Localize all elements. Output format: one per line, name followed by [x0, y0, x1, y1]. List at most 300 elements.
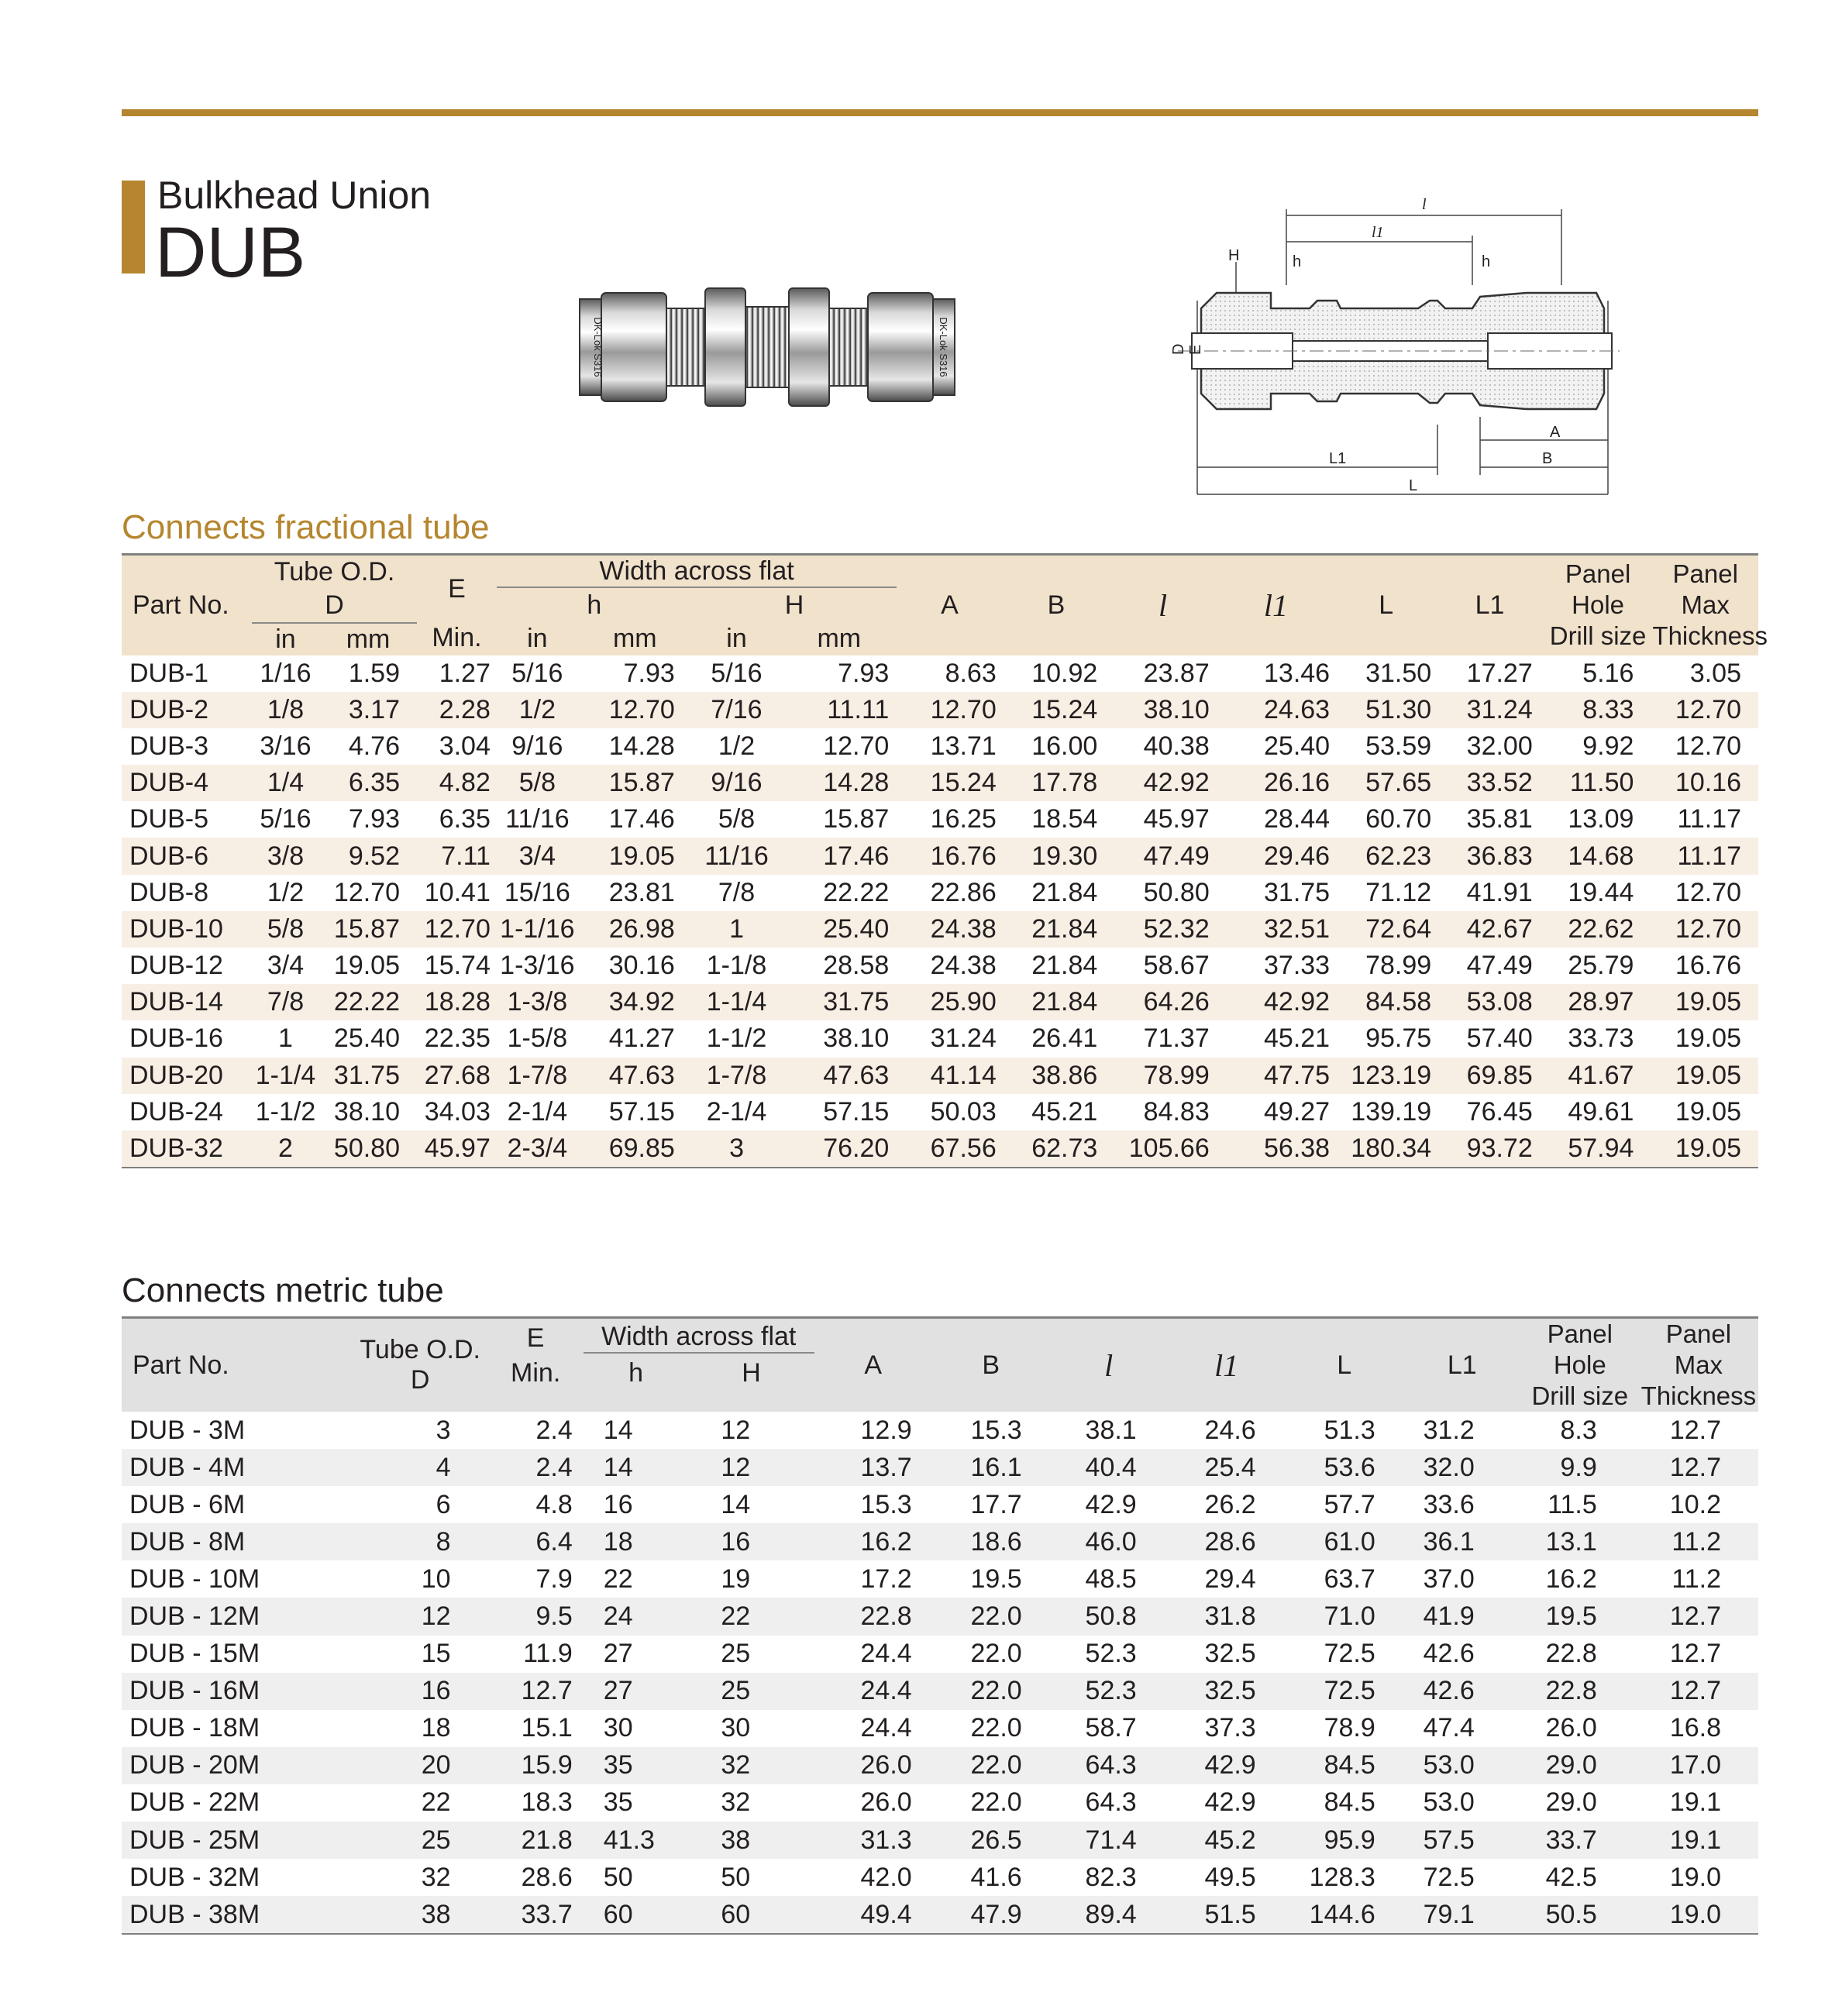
cell-e-min: 9.5 — [488, 1598, 584, 1635]
product-photo — [573, 277, 961, 417]
cell-H-mm: 57.15 — [823, 1096, 890, 1127]
cell-od-in: 7/8 — [252, 984, 319, 1020]
col-A: A — [897, 555, 1002, 655]
cell-H: 25 — [721, 1639, 751, 1669]
cell-od-mm: 22.22 — [319, 984, 417, 1020]
col-B: B — [1003, 555, 1110, 655]
cell-H-in: 11/16 — [692, 838, 781, 874]
cell-L1: 42.6 — [1403, 1673, 1521, 1710]
cell-panel-max: 12.7 — [1639, 1598, 1758, 1635]
cell-l1: 24.63 — [1216, 692, 1336, 728]
cell-H: 19 — [721, 1564, 751, 1594]
cell-L1: 32.0 — [1403, 1449, 1521, 1486]
cell-A: 12.9 — [860, 1415, 912, 1445]
diagram-label-l1: l1 — [1372, 224, 1384, 241]
cell-e-min: 28.6 — [521, 1862, 573, 1892]
width-across-flat-label: Width across flat — [497, 556, 897, 588]
cell-l1: 42.92 — [1216, 984, 1336, 1020]
cell-od-in: 2 — [252, 1130, 319, 1168]
cell-h-in: 2-3/4 — [497, 1130, 578, 1168]
cell-H-mm: 28.58 — [823, 951, 890, 981]
photo-marking-left: DK-Lok S316 — [592, 317, 604, 377]
cell-l: 89.4 — [1050, 1896, 1168, 1934]
col-part-no: Part No. — [122, 1318, 353, 1412]
cell-panel-hole: 22.8 — [1545, 1639, 1597, 1669]
cell-part-no: DUB - 16M — [122, 1673, 353, 1710]
cell-od: 15 — [421, 1639, 451, 1669]
cell-A: 12.70 — [897, 692, 1002, 728]
table-row — [122, 1673, 1758, 1710]
cell-H-mm: 76.20 — [781, 1130, 897, 1168]
cell-h-in: 1-1/16 — [497, 911, 578, 948]
cell-panel-hole: 16.2 — [1545, 1564, 1597, 1594]
cell-H: 32 — [721, 1787, 751, 1818]
cell-part-no: DUB - 4M — [122, 1449, 353, 1486]
cell-panel-hole: 13.1 — [1521, 1523, 1639, 1560]
cell-h-mm: 17.46 — [608, 804, 675, 834]
cell-part-no: DUB - 8M — [122, 1523, 353, 1560]
cell-A: 24.4 — [860, 1713, 912, 1743]
cell-l: 64.3 — [1085, 1787, 1137, 1818]
cell-part-no: DUB - 12M — [122, 1598, 353, 1635]
cell-part-no: DUB-12 — [129, 951, 223, 981]
cell-panel-max: 3.05 — [1689, 658, 1741, 688]
cell-l1: 37.33 — [1264, 951, 1331, 981]
cell-L1: 42.67 — [1436, 911, 1544, 948]
cell-L1: 36.1 — [1403, 1523, 1521, 1560]
cell-panel-hole: 25.79 — [1568, 951, 1634, 981]
cell-L1: 72.5 — [1423, 1862, 1475, 1892]
cell-panel-hole: 22.8 — [1521, 1673, 1639, 1710]
tube-od-sym: D — [410, 1365, 430, 1395]
cell-h-in: 9/16 — [511, 731, 563, 761]
col-h: h — [497, 589, 692, 623]
col-B: B — [932, 1318, 1050, 1412]
cell-L1: 33.52 — [1436, 765, 1544, 801]
cell-H: 50 — [721, 1862, 751, 1892]
cell-e-min: 11.9 — [523, 1639, 573, 1669]
cell-part-no: DUB - 3M — [129, 1415, 246, 1445]
cell-L: 51.3 — [1324, 1415, 1375, 1445]
cell-l1: 29.4 — [1204, 1564, 1256, 1594]
cell-e-min: 12.70 — [417, 911, 497, 948]
cell-l: 50.80 — [1143, 877, 1210, 907]
table-row — [122, 1598, 1758, 1635]
panel-hole-line1: Panel — [1547, 1319, 1613, 1348]
cell-A: 26.0 — [814, 1747, 932, 1784]
table-row — [122, 1896, 1758, 1934]
diagram-label-l: l — [1422, 196, 1427, 213]
cell-B: 18.6 — [932, 1523, 1050, 1560]
cell-od: 4 — [353, 1449, 488, 1486]
cell-L: 128.3 — [1309, 1862, 1375, 1892]
cell-e-min: 45.97 — [417, 1130, 497, 1168]
cell-l: 40.38 — [1143, 731, 1210, 761]
cell-part-no: DUB - 22M — [129, 1787, 260, 1818]
cell-L1: 69.85 — [1436, 1058, 1544, 1094]
cell-panel-max: 19.1 — [1669, 1787, 1721, 1818]
cell-od-mm: 12.70 — [333, 877, 401, 907]
cell-panel-max: 19.05 — [1652, 984, 1758, 1020]
cell-part-no: DUB - 20M — [122, 1747, 353, 1784]
cell-L1: 79.1 — [1403, 1896, 1521, 1934]
col-tube-od: Tube O.D. — [252, 555, 417, 589]
cell-h-in: 5/8 — [497, 765, 578, 801]
table-row — [122, 875, 1758, 911]
cell-od-mm: 9.52 — [319, 838, 417, 874]
cell-part-no: DUB-16 — [129, 1023, 223, 1054]
cell-od-in: 5/16 — [260, 804, 312, 834]
col-H-in: in — [692, 623, 781, 655]
cell-L: 95.9 — [1286, 1822, 1403, 1859]
table-row — [122, 1412, 1758, 1449]
cell-e-min: 22.35 — [424, 1023, 491, 1054]
cell-panel-max: 19.1 — [1639, 1822, 1758, 1859]
cell-B: 19.30 — [1003, 838, 1110, 874]
cell-L: 53.6 — [1286, 1449, 1403, 1486]
cell-L1: 57.40 — [1466, 1023, 1533, 1054]
cell-A: 41.14 — [897, 1058, 1002, 1094]
cell-l1: 24.6 — [1204, 1415, 1256, 1445]
cell-L: 60.70 — [1365, 804, 1432, 834]
cell-l1: 42.9 — [1204, 1787, 1256, 1818]
cell-L: 84.5 — [1286, 1747, 1403, 1784]
cell-l: 52.3 — [1085, 1639, 1137, 1669]
cell-L1: 31.2 — [1423, 1415, 1475, 1445]
cell-panel-max: 11.2 — [1639, 1523, 1758, 1560]
cell-L1: 35.81 — [1466, 804, 1533, 834]
col-h-in: in — [497, 623, 578, 655]
cell-panel-max: 10.16 — [1652, 765, 1758, 801]
diagram-label-h-left: h — [1293, 253, 1302, 270]
cell-l1: 32.51 — [1216, 911, 1336, 948]
top-rule — [122, 109, 1758, 116]
cell-A: 42.0 — [860, 1862, 912, 1892]
cell-panel-hole: 11.50 — [1544, 765, 1653, 801]
cell-part-no: DUB-3 — [129, 731, 209, 761]
cell-panel-hole: 22.62 — [1544, 911, 1653, 948]
cell-h-mm: 23.81 — [608, 877, 675, 907]
cell-od-mm: 3.17 — [319, 692, 417, 728]
cell-panel-max: 12.70 — [1652, 692, 1758, 728]
cell-l1: 49.5 — [1204, 1862, 1256, 1892]
cell-od-in: 1-1/2 — [255, 1096, 316, 1127]
cell-H-in: 9/16 — [692, 765, 781, 801]
diagram-label-h-right: h — [1482, 253, 1491, 270]
cell-L1: 53.0 — [1403, 1747, 1521, 1784]
table-row — [122, 1784, 1758, 1822]
cell-A: 67.56 — [897, 1130, 1002, 1168]
cell-l: 47.49 — [1110, 838, 1215, 874]
cell-H-mm: 14.28 — [781, 765, 897, 801]
cell-e-min: 18.28 — [417, 984, 497, 1020]
cell-l1: 26.16 — [1216, 765, 1336, 801]
cell-L: 84.5 — [1324, 1787, 1375, 1818]
cell-od-in: 3/16 — [260, 731, 312, 761]
cell-od: 3 — [436, 1415, 451, 1445]
cell-panel-max: 11.2 — [1671, 1564, 1721, 1594]
metric-heading: Connects metric tube — [122, 1271, 444, 1309]
cell-A: 15.24 — [897, 765, 1002, 801]
cell-l1: 32.5 — [1168, 1673, 1286, 1710]
table-row — [122, 692, 1758, 728]
photo-marking-right: DK-Lok S316 — [938, 317, 949, 377]
cell-L1: 47.4 — [1423, 1713, 1475, 1743]
cell-panel-hole: 33.7 — [1521, 1822, 1639, 1859]
cell-H: 32 — [688, 1747, 814, 1784]
cell-B: 45.21 — [1031, 1096, 1098, 1127]
cell-panel-max: 19.05 — [1652, 1058, 1758, 1094]
cell-l1: 45.2 — [1168, 1822, 1286, 1859]
cell-od: 18 — [421, 1713, 451, 1743]
diagram-label-D: D — [1170, 343, 1187, 355]
col-e: E — [417, 555, 497, 623]
cell-e-min: 7.9 — [535, 1564, 573, 1594]
col-H-mm: mm — [781, 623, 897, 655]
col-l1: l1 — [1216, 555, 1336, 655]
cell-L: 72.64 — [1336, 911, 1436, 948]
cell-A: 22.8 — [814, 1598, 932, 1635]
cell-panel-hole: 8.3 — [1560, 1415, 1597, 1445]
cell-panel-hole: 19.44 — [1568, 877, 1634, 907]
cell-H-mm: 31.75 — [781, 984, 897, 1020]
cell-panel-hole: 19.5 — [1521, 1598, 1639, 1635]
cell-B: 16.1 — [932, 1449, 1050, 1486]
cell-h: 27 — [584, 1673, 689, 1710]
cell-L1: 33.6 — [1423, 1489, 1475, 1519]
cell-h-mm: 7.93 — [623, 658, 675, 688]
cell-panel-max: 16.76 — [1675, 951, 1741, 981]
cell-L1: 41.9 — [1403, 1598, 1521, 1635]
cell-od: 10 — [421, 1564, 451, 1594]
cell-h-mm: 19.05 — [578, 838, 692, 874]
cell-panel-hole: 33.73 — [1568, 1023, 1634, 1054]
cell-panel-hole: 29.0 — [1545, 1787, 1597, 1818]
table-row — [122, 728, 1758, 765]
cell-B: 21.84 — [1003, 984, 1110, 1020]
col-tube-od — [353, 1318, 488, 1412]
diagram-label-A: A — [1550, 424, 1561, 441]
cell-A: 8.63 — [945, 658, 997, 688]
cell-part-no: DUB-10 — [122, 911, 252, 948]
cell-L: 63.7 — [1324, 1564, 1375, 1594]
table-row — [122, 1058, 1758, 1094]
cell-H-in: 1-1/4 — [692, 984, 781, 1020]
col-width-across-flat — [584, 1318, 814, 1354]
cell-panel-max: 19.05 — [1675, 1023, 1741, 1054]
cell-B: 17.7 — [970, 1489, 1022, 1519]
cell-L1: 37.0 — [1423, 1564, 1475, 1594]
cell-od-mm: 25.40 — [333, 1023, 401, 1054]
cell-h: 41.3 — [584, 1822, 689, 1859]
cell-H: 12 — [688, 1449, 814, 1486]
cell-od-in: 1/2 — [267, 877, 305, 907]
cell-l1: 28.44 — [1264, 804, 1331, 834]
cell-A: 50.03 — [930, 1096, 997, 1127]
cell-h-in: 5/16 — [511, 658, 563, 688]
cell-l: 42.9 — [1085, 1489, 1137, 1519]
col-panel-hole — [1544, 555, 1653, 655]
cell-panel-max: 12.70 — [1675, 877, 1741, 907]
cell-od-mm: 38.10 — [333, 1096, 401, 1127]
cell-B: 26.41 — [1031, 1023, 1098, 1054]
cell-B: 38.86 — [1003, 1058, 1110, 1094]
cell-part-no: DUB - 15M — [129, 1639, 260, 1669]
cell-h-mm: 15.87 — [578, 765, 692, 801]
panel-max-line1: Panel — [1672, 559, 1738, 589]
cell-part-no: DUB-32 — [122, 1130, 252, 1168]
table-row — [122, 1560, 1758, 1598]
cell-panel-hole: 9.92 — [1582, 731, 1634, 761]
cell-h-mm: 12.70 — [578, 692, 692, 728]
cell-h: 14 — [584, 1449, 689, 1486]
cell-A: 16.2 — [814, 1523, 932, 1560]
col-tube-od-sym: D — [252, 589, 417, 623]
cell-L: 144.6 — [1286, 1896, 1403, 1934]
cell-h: 30 — [603, 1713, 633, 1743]
cell-part-no: DUB-1 — [129, 658, 209, 688]
table-row — [122, 1747, 1758, 1784]
cell-L: 123.19 — [1336, 1058, 1436, 1094]
table-row — [122, 1710, 1758, 1747]
cell-B: 10.92 — [1031, 658, 1098, 688]
table-row — [122, 801, 1758, 838]
cell-od-mm: 50.80 — [319, 1130, 417, 1168]
col-H: H — [688, 1354, 814, 1412]
cell-L: 180.34 — [1336, 1130, 1436, 1168]
cell-l: 71.37 — [1143, 1023, 1210, 1054]
cell-H: 38 — [688, 1822, 814, 1859]
cell-L: 62.23 — [1336, 838, 1436, 874]
cell-part-no: DUB-5 — [129, 804, 209, 834]
cell-L: 78.99 — [1365, 951, 1432, 981]
cell-part-no: DUB-24 — [129, 1096, 223, 1127]
cell-H: 16 — [688, 1523, 814, 1560]
cell-H-mm: 15.87 — [823, 804, 890, 834]
cell-e-min: 4.82 — [417, 765, 497, 801]
table-row — [122, 911, 1758, 948]
cell-B: 22.0 — [932, 1673, 1050, 1710]
diagram-label-E: E — [1187, 344, 1204, 355]
panel-max-line1: Panel — [1665, 1319, 1732, 1348]
panel-hole-line3: Drill size — [1549, 621, 1647, 651]
cell-e-min: 2.28 — [417, 692, 497, 728]
cell-od: 32 — [421, 1862, 451, 1892]
cell-l: 58.7 — [1085, 1713, 1137, 1743]
cell-h: 14 — [603, 1415, 633, 1445]
cell-l: 46.0 — [1050, 1523, 1168, 1560]
cell-h-in: 1/2 — [497, 692, 578, 728]
cell-panel-hole: 14.68 — [1544, 838, 1653, 874]
cell-panel-hole: 26.0 — [1545, 1713, 1597, 1743]
cell-l1: 13.46 — [1264, 658, 1331, 688]
cell-od-mm: 31.75 — [319, 1058, 417, 1094]
cell-A: 15.3 — [860, 1489, 912, 1519]
cell-H-mm: 17.46 — [781, 838, 897, 874]
cell-l: 78.99 — [1110, 1058, 1215, 1094]
cell-e-min: 15.74 — [424, 951, 491, 981]
cell-panel-hole: 29.0 — [1521, 1747, 1639, 1784]
cell-panel-max: 12.70 — [1652, 911, 1758, 948]
title-accent-bar — [122, 181, 145, 274]
col-l1: l1 — [1168, 1318, 1286, 1412]
cell-od-in: 3/4 — [267, 951, 305, 981]
cell-od: 22 — [421, 1787, 451, 1818]
cell-panel-hole: 5.16 — [1582, 658, 1634, 688]
cell-panel-max: 10.2 — [1669, 1489, 1721, 1519]
cell-h-mm: 34.92 — [578, 984, 692, 1020]
cell-panel-max: 12.7 — [1639, 1673, 1758, 1710]
table-row — [122, 1449, 1758, 1486]
cell-L: 57.65 — [1336, 765, 1436, 801]
col-panel-hole — [1521, 1318, 1639, 1412]
cell-l: 42.92 — [1110, 765, 1215, 801]
cell-B: 22.0 — [932, 1598, 1050, 1635]
cell-A: 16.25 — [930, 804, 997, 834]
cell-part-no: DUB - 38M — [122, 1896, 353, 1934]
cell-A: 25.90 — [897, 984, 1002, 1020]
col-L: L — [1286, 1318, 1403, 1412]
cell-h: 50 — [603, 1862, 633, 1892]
cell-e-min: 1.27 — [439, 658, 491, 688]
cell-l: 58.67 — [1143, 951, 1210, 981]
cell-panel-max: 12.7 — [1639, 1449, 1758, 1486]
cell-A: 16.76 — [897, 838, 1002, 874]
cell-l1: 31.75 — [1264, 877, 1331, 907]
cell-l1: 25.4 — [1168, 1449, 1286, 1486]
cell-e-min: 15.9 — [488, 1747, 584, 1784]
panel-max-line3: Thickness — [1652, 621, 1768, 651]
cell-B: 22.0 — [970, 1639, 1022, 1669]
cell-h-in: 1-3/8 — [497, 984, 578, 1020]
diagram-label-L1: L1 — [1329, 450, 1347, 467]
cell-A: 13.7 — [814, 1449, 932, 1486]
cell-part-no: DUB - 10M — [129, 1564, 260, 1594]
cell-panel-hole: 13.09 — [1568, 804, 1634, 834]
cell-od-in: 1/8 — [252, 692, 319, 728]
cell-part-no: DUB-20 — [122, 1058, 252, 1094]
cell-l: 84.83 — [1143, 1096, 1210, 1127]
cell-L1: 41.91 — [1466, 877, 1533, 907]
cell-l1: 56.38 — [1216, 1130, 1336, 1168]
cell-l: 45.97 — [1143, 804, 1210, 834]
cell-h: 22 — [603, 1564, 633, 1594]
cell-h-in: 1-5/8 — [507, 1023, 568, 1054]
cell-panel-max: 19.0 — [1639, 1896, 1758, 1934]
cell-h: 27 — [603, 1639, 633, 1669]
cell-L1: 42.6 — [1423, 1639, 1475, 1669]
cell-panel-hole: 9.9 — [1521, 1449, 1639, 1486]
cell-h: 35 — [584, 1747, 689, 1784]
cell-A: 31.3 — [814, 1822, 932, 1859]
col-e-min: Min. — [417, 623, 497, 655]
cell-l: 50.8 — [1050, 1598, 1168, 1635]
cell-e-min: 2.4 — [535, 1415, 573, 1445]
cell-L1: 17.27 — [1466, 658, 1533, 688]
cell-panel-max: 16.8 — [1669, 1713, 1721, 1743]
cell-panel-max: 12.7 — [1669, 1415, 1721, 1445]
cell-od-in: 1/4 — [252, 765, 319, 801]
table-row — [122, 1822, 1758, 1859]
cell-l1: 28.6 — [1168, 1523, 1286, 1560]
table-row — [122, 1636, 1758, 1673]
cell-panel-hole: 49.61 — [1568, 1096, 1634, 1127]
cell-panel-max: 11.17 — [1652, 838, 1758, 874]
cell-A: 24.38 — [930, 951, 997, 981]
cell-A: 17.2 — [860, 1564, 912, 1594]
table-row — [122, 1486, 1758, 1523]
cell-B: 22.0 — [970, 1713, 1022, 1743]
